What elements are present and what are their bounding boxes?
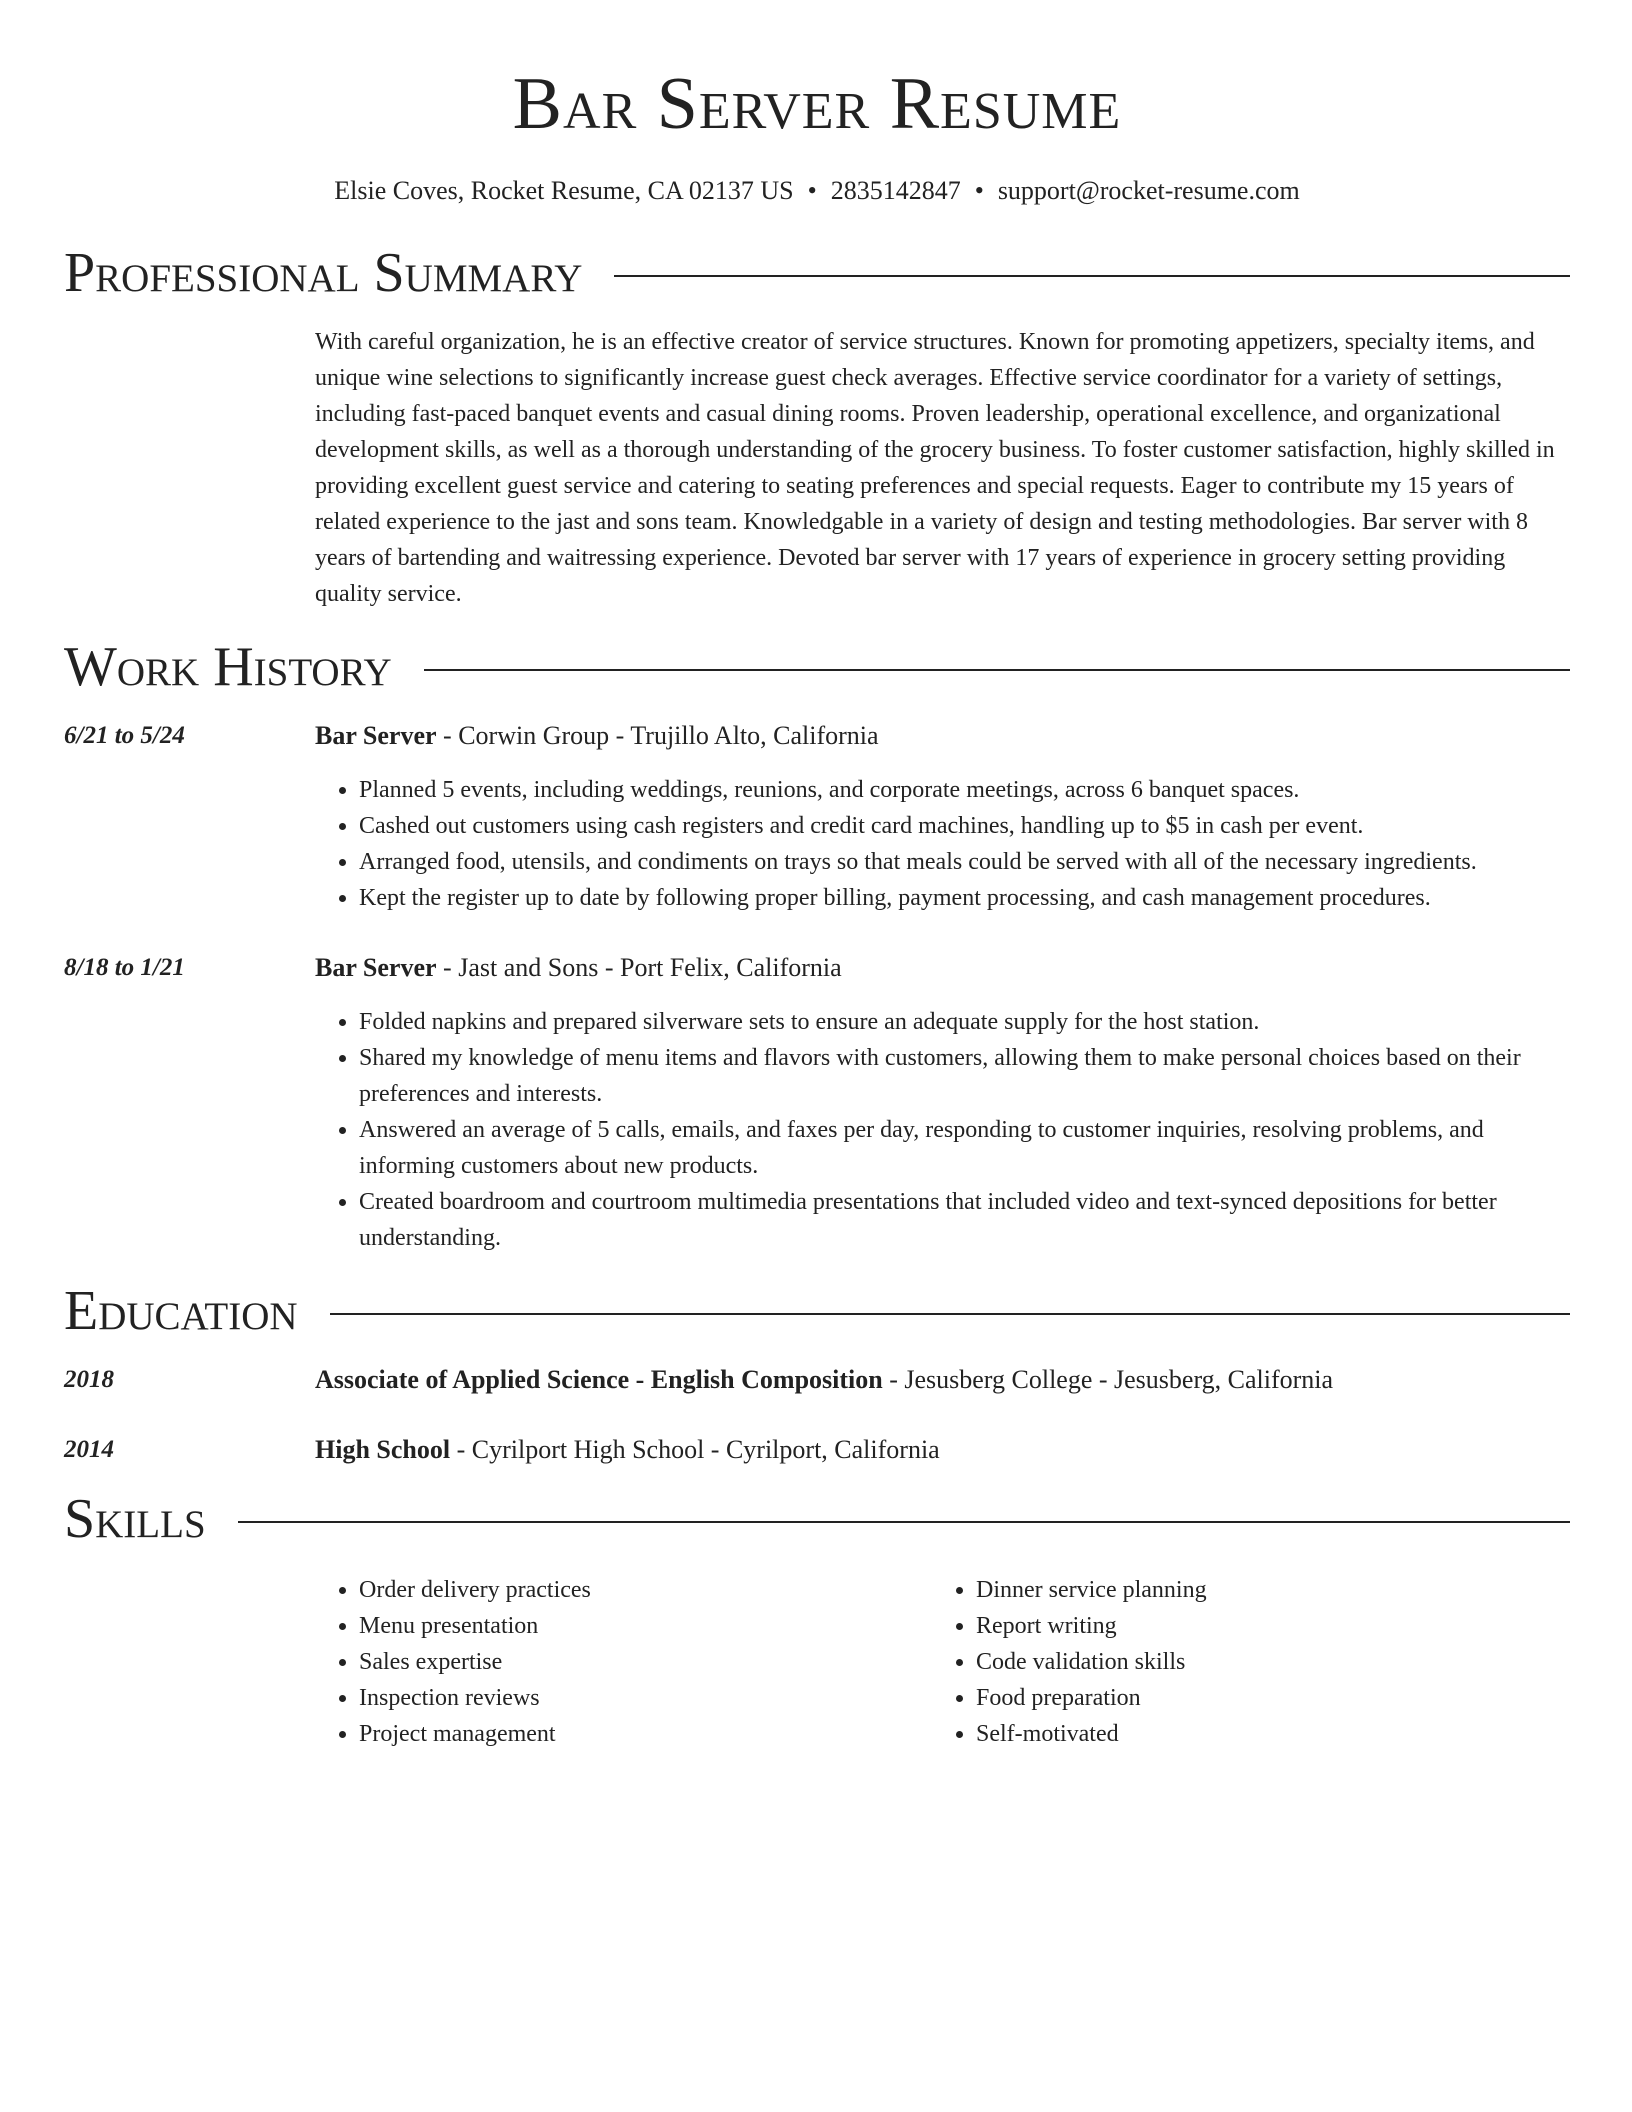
skills-section-header [64,1488,1570,1550]
list-item: • Arranged food, utensils, and condiments on trays so that meals could be served with all of the necessary ingredients. [359,844,1570,880]
job-title-line [315,950,1570,986]
skill-item: • Project management [359,1716,932,1752]
education-degree: High School [315,1435,451,1464]
list-item: • Folded napkins and prepared silverware sets to ensure an adequate supply for the host station. [359,1004,1570,1040]
skill-item: • Order delivery practices [359,1572,932,1608]
job-title: Bar Server [315,721,437,750]
summary-section-header [64,242,1570,304]
list-item: • Planned 5 events, including weddings, reunions, and corporate meetings, across 6 banquet spaces. [359,772,1570,808]
contact-separator: • [807,176,817,205]
summary-text: With careful organization, he is an effective creator of service structures. Known for promoting appetizers, specialty items, and unique wine selections to significantly increase guest check averages. Effective service coordinator for a variety of settings, including fast-paced banquet events and casual dining rooms. Proven leadership, operational excellence, and organizational development skills, as well as a thorough understanding of the grocery business. To foster customer satisfaction, highly skilled in providing excellent guest service and catering to seating preferences and special requests. Eager to contribute my 15 years of related experience to the jast and sons team. Knowledgable in a variety of design and testing methodologies. Bar server with 8 years of bartending and waitressing experience. Devoted bar server with 17 years of experience in grocery setting providing quality service. [315,329,1555,607]
list-item: • Cashed out customers using cash registers and credit card machines, handling up to $5 in cash per event. [359,808,1570,844]
education-entry [64,1362,1570,1398]
skill-item: • Report writing [976,1608,1549,1644]
skill-item: • Dinner service planning [976,1572,1549,1608]
section-divider [330,1313,1570,1315]
skills-column-right [932,1572,1549,1752]
contact-address: Elsie Coves, Rocket Resume, CA 02137 US [334,176,794,205]
section-divider [424,669,1570,671]
work-section-header [64,636,1570,698]
work-heading: Work History [64,636,392,698]
skills-column-left [315,1572,932,1752]
education-entry [64,1432,1570,1468]
education-section-header [64,1280,1570,1342]
skill-item: • Menu presentation [359,1608,932,1644]
skill-item: • Code validation skills [976,1644,1549,1680]
education-degree: Associate of Applied Science - English Composition [315,1365,883,1394]
education-heading: Education [64,1280,298,1342]
summary-heading: Professional Summary [64,242,583,304]
resume-page [64,0,1570,1752]
section-divider [238,1521,1570,1523]
job-title-line [315,718,1570,754]
skills-heading: Skills [64,1488,206,1550]
job-entry [64,718,1570,916]
job-entry [64,950,1570,1256]
education-year: 2014 [64,1436,114,1463]
list-item: • Created boardroom and courtroom multimedia presentations that included video and text-synced depositions for better understanding. [359,1184,1570,1256]
skill-item: • Sales expertise [359,1644,932,1680]
job-dates: 6/21 to 5/24 [64,722,185,749]
skill-item: • Inspection reviews [359,1680,932,1716]
contact-phone: 2835142847 [830,176,961,205]
contact-line [64,174,1570,208]
list-item: • Answered an average of 5 calls, emails, and faxes per day, responding to customer inquiries, resolving problems, and informing customers about new products. [359,1112,1570,1184]
contact-email: support@rocket-resume.com [997,176,1300,205]
education-line [315,1432,940,1468]
resume-title: Bar Server Resume [512,63,1122,145]
job-body [315,718,1570,916]
job-bullets [315,772,1570,916]
list-item: • Kept the register up to date by following proper billing, payment processing, and cash management procedures. [359,880,1570,916]
job-body [315,950,1570,1256]
contact-separator: • [974,176,984,205]
skills-grid [315,1572,1570,1752]
job-title: Bar Server [315,953,437,982]
job-bullets [315,1004,1570,1256]
skill-item: • Food preparation [976,1680,1549,1716]
job-dates: 8/18 to 1/21 [64,954,185,981]
education-line [315,1362,1333,1398]
education-year: 2018 [64,1366,114,1393]
skill-item: • Self-motivated [976,1716,1549,1752]
job-employer: - Jast and Sons - Port Felix, California [436,953,842,982]
job-employer: - Corwin Group - Trujillo Alto, California [436,721,879,750]
education-school: - Jesusberg College - Jesusberg, California [882,1365,1334,1394]
education-school: - Cyrilport High School - Cyrilport, California [450,1435,940,1464]
list-item: • Shared my knowledge of menu items and flavors with customers, allowing them to make personal choices based on their preferences and interests. [359,1040,1570,1112]
section-divider [614,275,1570,277]
